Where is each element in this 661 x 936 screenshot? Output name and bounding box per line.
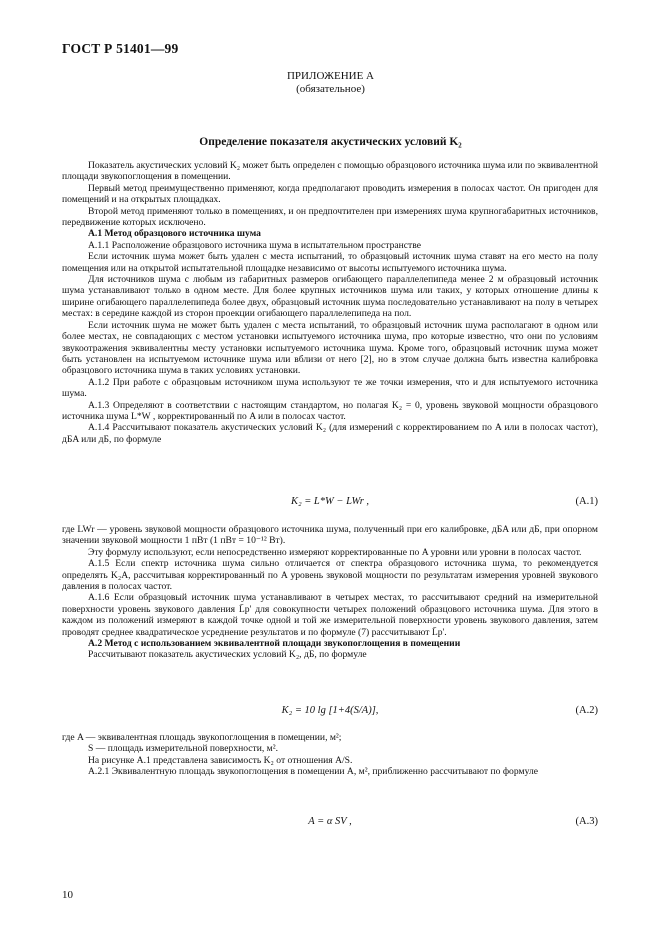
formula-number: (А.3): [575, 816, 598, 827]
text-block-3: [62, 732, 598, 778]
paragraph: Если источник шума не может быть удален с места испытаний, то образцовый источник шума располагают в одном или более местах, не совпадающих с местом установки испытуемого источника шума, про которые известно, что они по условиям звукоотражения эквивалентны месту установки испытуемого источника шума. Кроме того, образцовый источник шума может быть установлен на испытуемом источнике шума или вблизи от него [2], но в этом случае должна быть известна калибровка образцового источника шума в таких условиях установки.: [62, 319, 598, 377]
paragraph: S — площадь измерительной поверхности, м².: [88, 743, 279, 755]
standard-header: ГОСТ Р 51401—99: [62, 41, 179, 56]
paragraph: где LWr — уровень звуковой мощности образцового источника шума, полученный при его калибровке, дБA или дБ, при опорном значении звуковой мощности 1 пВт (1 пВт = 10⁻¹² Вт).: [62, 524, 598, 547]
paragraph: А.1.2 При работе с образцовым источником шума используют те же точки измерения, что и для испытуемого источника шума.: [62, 376, 598, 400]
paragraph: Первый метод преимущественно применяют, когда предполагают проводить измерения в полосах частот. Он пригоден для помещений и на открытых площадках.: [62, 182, 598, 206]
paragraph: Эту формулу используют, если непосредственно измеряют корректированные по A уровни или уровни в полосах частот.: [88, 546, 582, 558]
paragraph: А.1.1 Расположение образцового источника шума в испытательном пространстве: [88, 239, 421, 251]
paragraph: Показатель акустических условий K₂ может быть определен с помощью образцового источника шума или по эквивалентной площади звукопоглощения в помещении.: [62, 160, 599, 183]
paragraph: Если источник шума может быть удален с места испытаний, то образцовый источник шума ставят на его место на полу помещения или на открытой испытательной площадке независимо от высоты испытуемого источника шума.: [62, 251, 598, 274]
paragraph: А.2.1 Эквивалентную площадь звукопоглощения в помещении A, м², приближенно рассчитывают по формуле: [88, 766, 538, 778]
formula-number: (А.1): [575, 496, 598, 507]
formula-expression: A = α SV ,: [308, 816, 352, 827]
annex-label: ПРИЛОЖЕНИЕ А: [286, 70, 374, 82]
section-title: Определение показателя акустических условий K₂: [199, 136, 462, 148]
subsection-heading: А.1 Метод образцового источника шума: [88, 228, 261, 240]
paragraph: На рисунке А.1 представлена зависимость K₂ от отношения A/S.: [88, 754, 353, 766]
paragraph: Второй метод применяют только в помещениях, и он предпочтителен при измерениях шума крупногабаритных источников, передвижение которых исключено.: [62, 205, 598, 229]
annex-status: (обязательное): [296, 83, 365, 95]
subsection-heading: А.2 Метод с использованием эквивалентной площади звукопоглощения в помещении: [88, 638, 461, 650]
paragraph: А.1.4 Рассчитывают показатель акустических условий K₂ (для измерений с корректированием по A или в полосах частот), дБA или дБ, по формуле: [62, 422, 598, 445]
paragraph: Рассчитывают показатель акустических условий K₂, дБ, по формуле: [88, 649, 367, 661]
page-number: 10: [62, 889, 73, 901]
paragraph: где A — эквивалентная площадь звукопоглощения в помещении, м²;: [62, 732, 342, 743]
text-block-1: [62, 160, 598, 445]
paragraph: А.1.6 Если образцовый источник шума устанавливают в четырех местах, то рассчитывают средний на измерительной поверхности уровень звукового давления L̄p' для совокупности четырех положений образцового источника шума. Для этого в каждом из положений измеряют в каждой точке одной и той же измерительной поверхности уровень звукового давления, затем проводят среднее квадратическое усреднение результатов и по формуле (7) рассчитывают L̄p'.: [62, 592, 598, 638]
formula-number: (А.2): [575, 705, 598, 716]
formula-expression: K₂ = 10 lg [1+4(S/A)],: [281, 705, 379, 716]
paragraph: А.1.3 Определяют в соответствии с настоящим стандартом, но полагая K₂ = 0, уровень звуковой мощности образцового источника шума L*W , корректированный по A или в полосах частот.: [62, 399, 598, 422]
paragraph: Для источников шума с любым из габаритных размеров огибающего параллелепипеда менее 2 м образцовый источник шума устанавливают только в одном месте. Для более крупных источников шума или таких, у которых отношение длины к ширине огибающего параллелепипеда более двух, образцовый источник шума последовательно устанавливают на полу в четырех местах: в середине каждой из сторон проекции огибающего параллелепипеда на пол.: [62, 274, 598, 320]
formula-expression: K₂ = L*W − LWr ,: [290, 496, 370, 507]
text-block-2: [62, 524, 598, 661]
paragraph: А.1.5 Если спектр источника шума сильно отличается от спектра образцового источника шума, то рекомендуется определять K₂A, рассчитывая корректированный по A уровень звуковой мощности по результатам измерения уровней звукового давления в полосах частот.: [62, 558, 598, 593]
